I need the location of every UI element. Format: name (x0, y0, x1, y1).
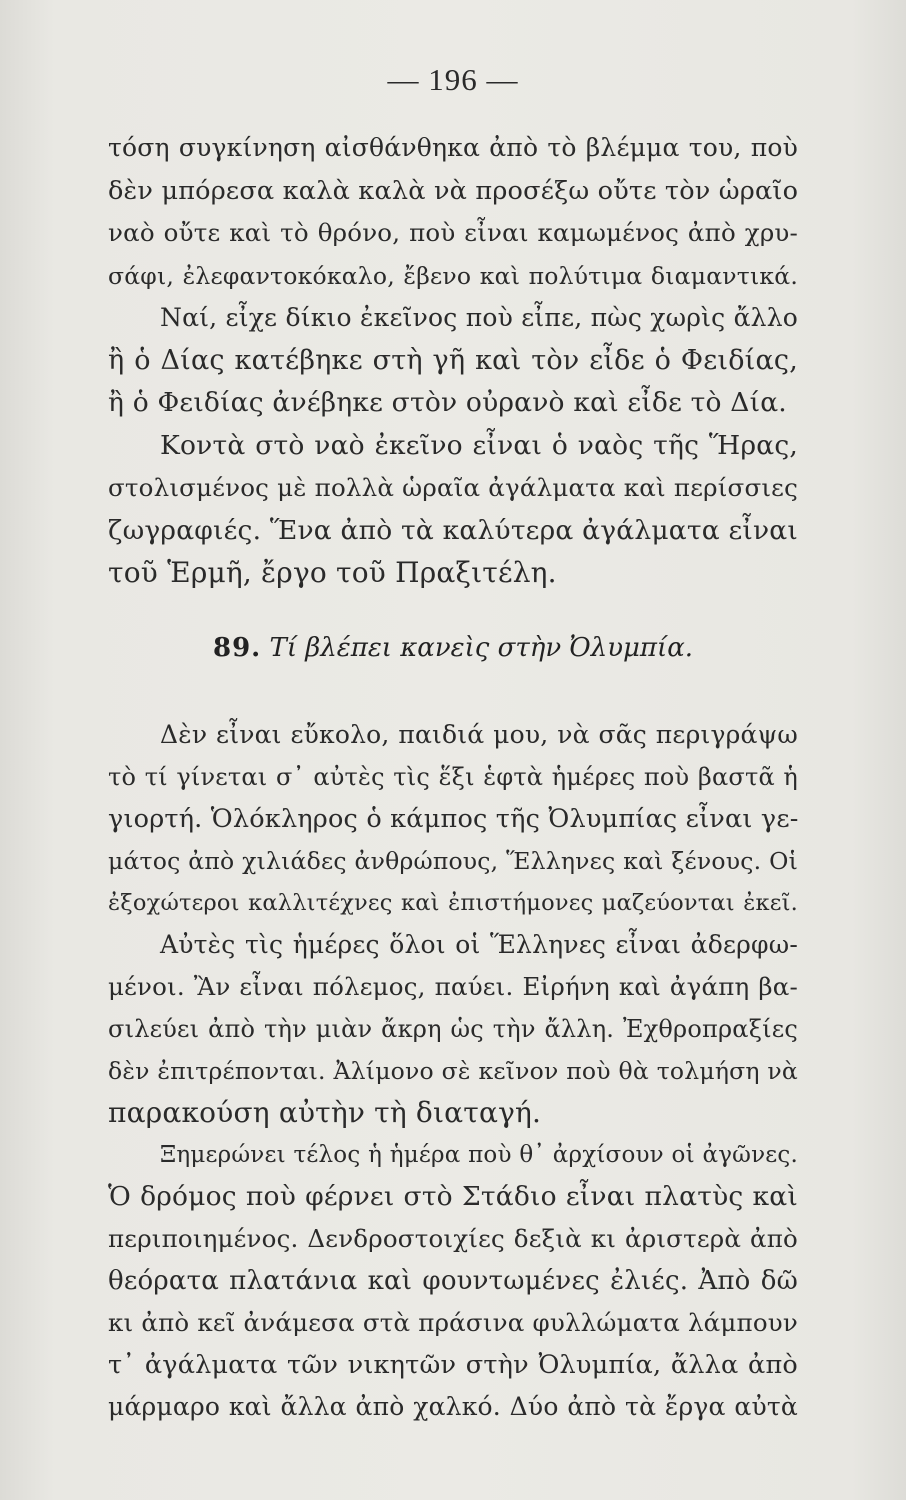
text-line: Ξημερώνει τέλος ἡ ἡμέρα ποὺ θ᾿ ἀρχίσουν οἱ ἀγῶνες. (160, 1142, 798, 1168)
text-line: μάτος ἀπὸ χιλιάδες ἀνθρώπους, Ἕλληνες καὶ ξένους. Οἱ (108, 847, 798, 875)
text-line: ζωγραφιές. Ἕνα ἀπὸ τὰ καλύτερα ἀγάλματα εἶναι (108, 514, 798, 546)
text-line: τόση συγκίνηση αἰσθάνθηκα ἀπὸ τὸ βλέμμα του, ποὺ (108, 133, 798, 162)
text-line: μένοι. Ἂν εἶναι πόλεμος, παύει. Εἰρήνη καὶ ἀγάπη βα- (108, 972, 798, 1001)
text-line: Δὲν εἶναι εὔκολο, παιδιά μου, νὰ σᾶς περιγράψω (160, 720, 798, 749)
section-heading (0, 628, 906, 668)
text-line: ἢ ὁ Δίας κατέβηκε στὴ γῆ καὶ τὸν εἶδε ὁ Φειδίας, (108, 344, 798, 376)
text-line: σάφι, ἐλεφαντοκόκαλο, ἔβενο καὶ πολύτιμα διαμαντικά. (108, 261, 798, 290)
text-line: ἐξοχώτεροι καλλιτέχνες καὶ ἐπιστήμονες μαζεύονται ἐκεῖ. (108, 890, 798, 916)
text-line: Ναί, εἶχε δίκιο ἐκεῖνος ποὺ εἶπε, πὼς χωρὶς ἄλλο (160, 303, 798, 332)
text-line: Ὁ δρόμος ποὺ φέρνει στὸ Στάδιο εἶναι πλατὺς καὶ (108, 1181, 798, 1212)
page-number: — 196 — (387, 62, 519, 97)
text-line: δὲν ἐπιτρέπονται. Ἀλίμονο σὲ κεῖνον ποὺ θὰ τολμήση νὰ (108, 1057, 798, 1085)
text-line: μάρμαρο καὶ ἄλλα ἀπὸ χαλκό. Δύο ἀπὸ τὰ ἔργα αὐτὰ (108, 1392, 798, 1421)
text-line: κι ἀπὸ κεῖ ἀνάμεσα στὰ πράσινα φυλλώματα λάμπουν (108, 1308, 798, 1337)
text-line: ναὸ οὔτε καὶ τὸ θρόνο, ποὺ εἶναι καμωμένος ἀπὸ χρυ- (108, 218, 798, 247)
text-line: τ᾿ ἀγάλματα τῶν νικητῶν στὴν Ὀλυμπία, ἄλλα ἀπὸ (108, 1350, 798, 1380)
text-line: ἢ ὁ Φειδίας ἀνέβηκε στὸν οὐρανὸ καὶ εἶδε τὸ Δία. (108, 387, 787, 418)
text-line: παρακούση αὐτὴν τὴ διαταγή. (108, 1096, 542, 1129)
text-line: στολισμένος μὲ πολλὰ ὡραῖα ἀγάλματα καὶ περίσσιες (108, 473, 798, 502)
text-line: δὲν μπόρεσα καλὰ καλὰ νὰ προσέξω οὔτε τὸν ὡραῖο (108, 175, 799, 206)
text-line: τὸ τί γίνεται σ᾿ αὐτὲς τὶς ἕξι ἑφτὰ ἡμέρες ποὺ βαστᾶ ἡ (108, 763, 798, 791)
text-line: περιποιημένος. Δενδροστοιχίες δεξιὰ κι ἀριστερὰ ἀπὸ (108, 1224, 798, 1253)
text-line: γιορτή. Ὁλόκληρος ὁ κάμπος τῆς Ὀλυμπίας εἶναι γε- (108, 804, 799, 834)
section-number: 89. (212, 633, 262, 663)
text-line: σιλεύει ἀπὸ τὴν μιὰν ἄκρη ὡς τὴν ἄλλη. Ἐχθροπραξίες (108, 1015, 798, 1043)
text-line: θεόρατα πλατάνια καὶ φουντωμένες ἐλιές. Ἀπὸ δῶ (108, 1266, 798, 1296)
text-line: τοῦ Ἑρμῆ, ἔργο τοῦ Πραξιτέλη. (108, 556, 557, 589)
text-line: Αὐτὲς τὶς ἡμέρες ὅλοι οἱ Ἕλληνες εἶναι ἀδερφω- (160, 930, 798, 959)
text-line: Κοντὰ στὸ ναὸ ἐκεῖνο εἶναι ὁ ναὸς τῆς Ἥρας, (160, 429, 798, 461)
section-title: Τί βλέπει κανεὶς στὴν Ὀλυμπία. (269, 633, 694, 663)
